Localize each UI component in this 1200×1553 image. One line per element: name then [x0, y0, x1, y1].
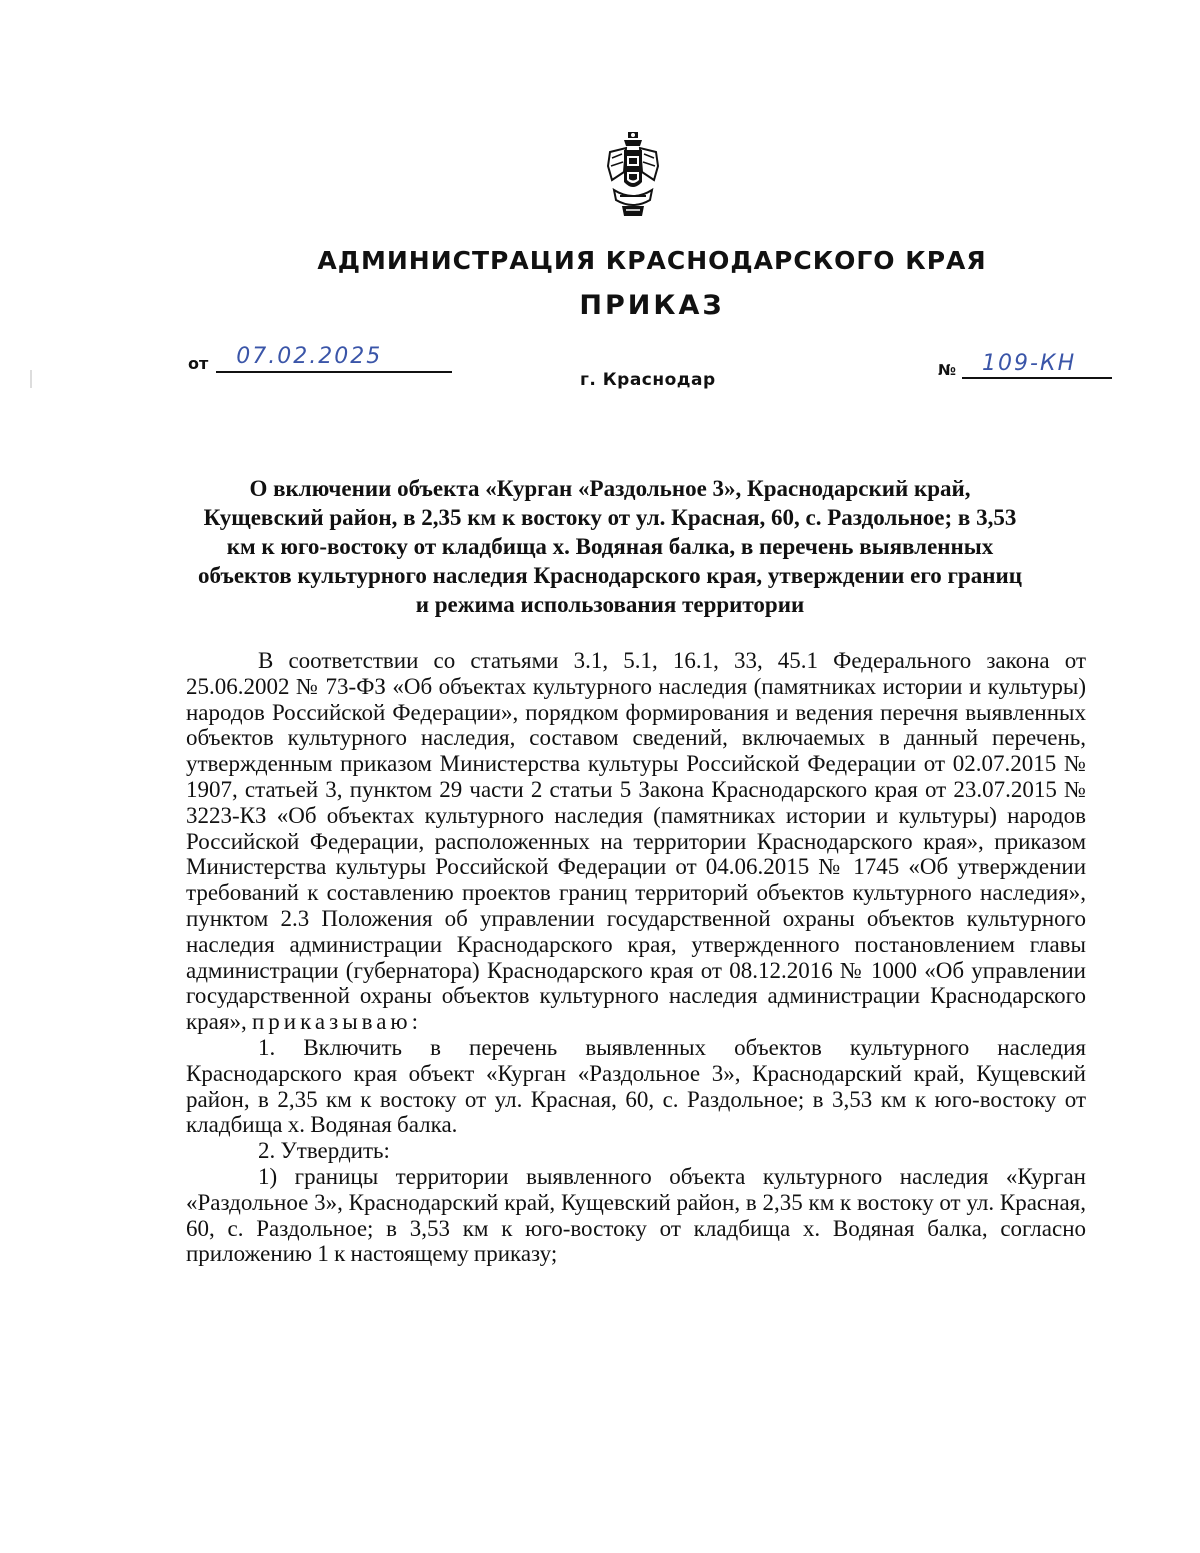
preamble-text: В соответствии со статьями 3.1, 5.1, 16.1, 33, 45.1 Федерального закона от 25.06.2002 № 73-ФЗ «Об объектах культурного наследия (памятниках истории и культуры) народов Российской Федерации», порядком формирования и ведения перечня выявленных объектов культурного наследия, составом сведений, включаемых в данный перечень, утвержденным приказом Министерства культуры Российской Федерации от 02.07.2015 № 1907, статьей 3, пунктом 29 части 2 статьи 5 Закона Краснодарского края от 23.07.2015 № 3223-КЗ «Об объектах культурного наследия (памятниках истории и культуры) народов Российской Федерации, расположенных на территории Краснодарского края», приказом Министерства культуры Российской Федерации от 04.06.2015 № 1745 «Об утверждении требований к составлению проектов границ территорий объектов культурного наследия», пунктом 2.3 Положения об управлении государственной охраны объектов культурного наследия администрации Краснодарского края, утвержденного постановлением главы администрации (губернатора) Краснодарского края от 08.12.2016 № 1000 «Об управлении государственной охраны объектов культурного наследия администрации Краснодарского края», — [186, 648, 1086, 1035]
preamble-paragraph — [186, 648, 1086, 1035]
item-1-paragraph: 1. Включить в перечень выявленных объектов культурного наследия Краснодарского края объект «Курган «Раздольное 3», Краснодарский край, Кущевский район, в 2,35 км к востоку от ул. Красная, 60, с. Раздольное; в 3,53 км к юго-востоку от кладбища х. Водяная балка. — [186, 1034, 1086, 1138]
scan-artifact — [30, 370, 32, 388]
city-name: г. Краснодар — [580, 370, 716, 390]
document-type: ПРИКАЗ — [579, 290, 725, 321]
document-title: О включении объекта «Курган «Раздольное 3», Краснодарский край, Кущевский район, в 2,35 км к востоку от ул. Красная, 60, с. Раздольное; в 3,53 км к юго-востоку от кладбища х. Водяная балка, в перечень выявленных объектов культурного наследия Краснодарского края, утверждении его границ и режима использования территории — [198, 476, 1022, 617]
number-field — [938, 352, 1112, 379]
number-underline — [962, 352, 1112, 379]
order-word: приказываю: — [251, 1009, 422, 1035]
coat-of-arms-icon — [606, 130, 660, 220]
item-2-paragraph: 2. Утвердить: — [258, 1138, 390, 1164]
date-label: от — [188, 354, 209, 373]
date-underline — [216, 344, 452, 373]
document-body — [186, 648, 1086, 1267]
organization-name: АДМИНИСТРАЦИЯ КРАСНОДАРСКОГО КРАЯ — [317, 246, 987, 275]
date-field — [188, 344, 452, 373]
item-2-1-paragraph: 1) границы территории выявленного объекта культурного наследия «Курган «Раздольное 3», Краснодарский край, Кущевский район, в 2,35 км к востоку от ул. Красная, 60, с. Раздольное; в 3,53 км к юго-востоку от кладбища х. Водяная балка, согласно приложению 1 к настоящему приказу; — [186, 1163, 1086, 1267]
number-value: 109-КН — [982, 351, 1077, 376]
date-value: 07.02.2025 — [236, 344, 383, 369]
number-label: № — [938, 361, 957, 379]
